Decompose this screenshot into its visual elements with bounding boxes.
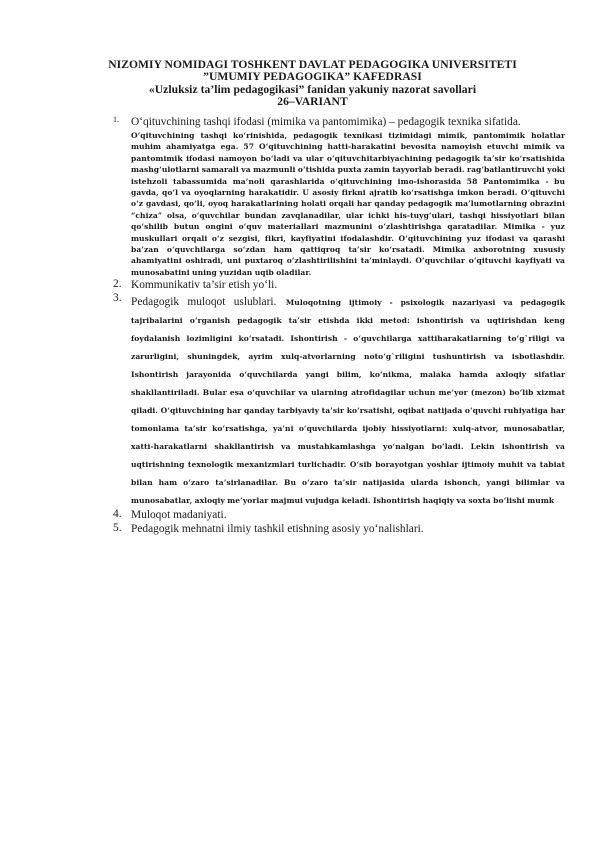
question-title: Pedagogik muloqot uslublari. [131,296,277,309]
question-title: Pedagogik mehnatni ilmiy tashkil etishning asosiy yo‘nalishlari. [131,523,424,536]
question-number: 2. [113,278,122,291]
university-title: NIZOMIY NOMIDAGI TOSHKENT DAVLAT PEDAGOGIKA UNIVERSITETI [108,58,517,71]
question-item-5 [113,522,565,536]
question-answer: O‘qituvchining tashqi ko‘rinishida, pedagogik texnikasi tizimidagi mimik, pantomimik holatlar muhim ahamiyatga ega. 57 O‘qituvchining hatti-harakatini bevosita namoyish etuvchi mimik va pantomimik ifodasi namoyon bo‘ladi va ular o‘qituvchitarbiyachining pedagogik ta’sir ko‘rsatishida mashg‘ulotlarni samarali va mazmunli o‘tishida puxta zamin tayyorlab beradi. rag‘batlantiruvchi yoki istehzoli tabassumida ma’noli qarashlarida o‘qituvchining imo-ishorasida 58 Pantomimika - bu gavda, qo‘l va oyoqlarning harakatidir. U asosiy firkni ajratib ko‘rsatishga imkon beradi. O‘qituvchi o‘z gavdasi, qo‘li, oyoq harakatlarining holati orqali har qanday pedagogik ma’lumotlarning obrazini “chiza” olsa, o‘quvchilar bundan zavqlanadilar, ular ichki his-tuyg‘ulari, tashqi hissiyotlari bilan qo‘shilib butun ongini o‘quv materiallari mazmunini o‘zlashtirishga qaratadilar. Mimika - yuz muskullari orqali o‘z sezgisi, fikri, kayfiyatini ifodalashdir. O‘qituvchining yuz ifodasi va qarashi ba’zan o‘quvchilarga so‘zdan ham qattiqroq ta’sir ko‘rsatadi. Mimika axborotning xususiy ahamiyatini oshiradi, uni puxtaroq o‘zlashtirilishini ta’minlaydi. O‘quvchilar o‘qituvchi kayfiyati va munosabatini uning yuzidan uqib oladilar. [131,131,565,277]
question-item-1 [113,112,565,278]
question-title: O‘qituvchining tashqi ifodasi (mimika va pantomimika) – pedagogik texnika sifatida. [131,116,521,128]
question-answer: Muloqotning ijtimoiy - psixologik nazariyasi va pedagogik tajribalarini o‘rganish pedagogik ta’sir etishda ikki metod: ishontirish va uqtirishdan keng foydalanish lozimligini ko‘rsatadi. Ishontirish - o‘quvchilarga xattiharakatlarning to‘g`riligi va zarurligini, shuningdek, ayrim xulq-atvorlarning noto‘g`riligini tushuntirish va isbotlashdir. Ishontirish jarayonida o‘quvchilarda yangi bilim, ko‘nikma, malaka hamda axloqiy sifatlar shakllantiriladi. Bular esa o‘quvchilar va ularning atrofidagilar uchun me’yor (mezon) bo‘lib xizmat qiladi. O‘qituvchining har qanday tarbiyaviy ta’sir ko‘rsatishi, oqibat natijada o‘quvchi ruhiyatiga har tomonlama ta’sir ko‘rsatishga, ya’ni o‘quvchilarda ijobiy hissiyotlarni: xulq-atvor, munosabatlar, xatti-harakatlarni shakllantirish va mustahkamlashga yo‘nalgan bo‘ladi. Lekin ishontirish va uqtirishning texnologik mexanizmlari turlichadir. O‘sib borayotgan yoshlar ijtimoiy muhit va tabiat bilan ham o‘zaro ta’sirlanadilar. Bu o‘zaro ta’sir natijasida ularda ishonch, yangi bilimlar va munosabatlar, axloqiy me’yorlar majmui vujudga keladi. Ishontirish haqiqiy va soxta bo‘lishi mumk [131,298,565,506]
question-title: Muloqot madaniyati. [131,509,227,522]
question-item-2 [113,278,565,292]
department-title: ”UMUMIY PEDAGOGIKA” KAFEDRASI [203,70,422,84]
document-header [60,59,565,109]
course-title: «Uzluksiz ta’lim pedagogikasi” fanidan yakuniy nazorat savollari [148,82,477,96]
question-number: 4. [113,508,122,521]
question-list [113,112,565,536]
question-number: 1. [113,115,119,124]
question-item-3 [113,292,565,508]
question-number: 3. [113,292,122,305]
question-number: 5. [113,522,122,535]
question-item-4 [113,508,565,522]
variant-title: 26–VARIANT [277,95,348,109]
question-title: Kommunikativ ta’sir etish yo‘li. [131,279,278,292]
